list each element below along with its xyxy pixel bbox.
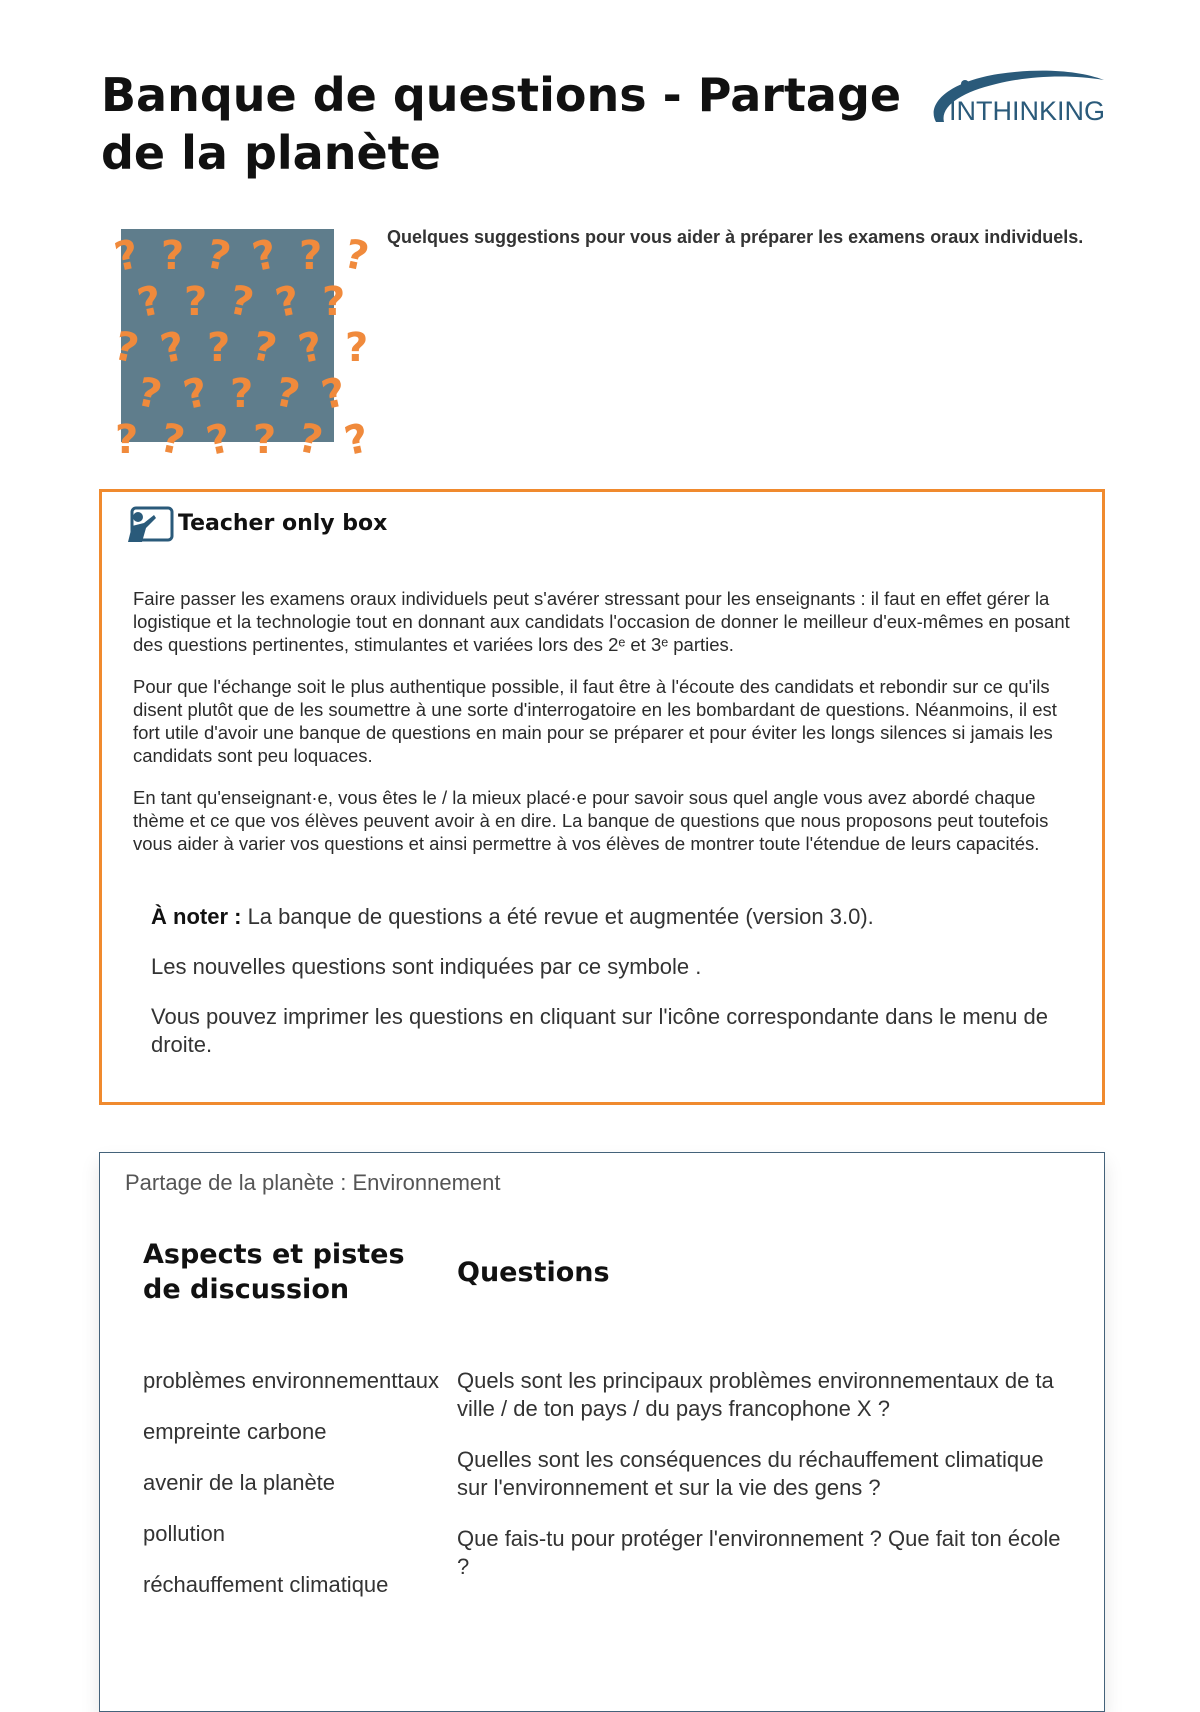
question-mark-icon: ? [156,414,189,465]
question-mark-icon: ? [317,369,350,419]
question-mark-icon: ? [184,279,208,325]
inthinking-logo[interactable] [918,64,1108,134]
teacher-paragraphs [133,587,1083,874]
question-mark-icon: ? [202,230,235,281]
print-instructions: Vous pouvez imprimer les questions en cliquant sur l'icône correspondante dans le menu de droite. [151,1004,1048,1057]
environment-card-title: Partage de la planète : Environnement [125,1170,501,1195]
question-mark-icon: ? [340,415,373,465]
list-item: pollution [143,1521,225,1546]
question-mark-icon: ? [225,276,258,327]
note-label: À noter : [151,904,242,929]
question-marks-pattern [110,229,373,465]
question-mark-icon: ? [133,368,166,419]
question-mark-icon: ? [322,279,346,325]
note-block [151,903,1091,1081]
teacher-paragraph: Pour que l'échange soit le plus authentique possible, il faut être à l'écoute des candidats et rebondir sur ce qu'ils disent plutôt que de les soumettre à une sorte d'interrogatoire en les bombardant de questions. Néanmoins, il est fort utile d'avoir une banque de questions en main pour se préparer et pour éviter les longs silences si jamais les candidats sont peu loquaces. [133,676,1057,766]
list-item: empreinte carbone [143,1419,327,1444]
list-item: Que fais-tu pour protéger l'environnement ? Que fait ton école ? [457,1526,1061,1579]
question-mark-icon: ? [156,323,189,373]
teacher-only-box [99,489,1105,1105]
page-title: Banque de questions - Partage de la planète [101,68,902,180]
logo-text: INTHINKING [949,96,1106,126]
teacher-paragraph: En tant qu'enseignant·e, vous êtes le / la mieux placé·e pour savoir sous quel angle vous avez abordé chaque thème et ce que vos élèves peuvent avoir à en dire. La banque de questions que nous proposons peut toutefois vous aider à varier vos questions et ainsi permettre à vos élèves de montrer toute l'étendue de leurs capacités. [133,787,1049,854]
note-line [151,903,1091,931]
question-mark-icon: ? [253,417,277,463]
list-item: avenir de la planète [143,1470,336,1495]
question-mark-icon: ? [110,231,143,281]
question-mark-icon: ? [248,322,281,373]
list-item: Quelles sont les conséquences du réchauffement climatique sur l'environnement et sur la vie des gens ? [457,1447,1044,1500]
list-item: réchauffement climatique [143,1572,389,1597]
intro-text: Quelques suggestions pour vous aider à préparer les examens oraux individuels. [387,227,1084,247]
question-mark-icon: ? [161,233,185,279]
question-mark-icon: ? [179,369,212,419]
question-marks-image [110,229,373,465]
question-mark-icon: ? [133,277,166,327]
new-symbol-line: Les nouvelles questions sont indiquées par ce symbole . [151,954,702,979]
question-mark-icon: ? [294,323,327,373]
questions-list [457,1367,1077,1604]
list-item: Quels sont les principaux problèmes environnementaux de ta ville / de ton pays / du pays francophone X ? [457,1368,1054,1421]
question-mark-icon: ? [115,417,139,463]
list-item: problèmes environnementtaux [143,1368,439,1393]
note-text: La banque de questions a été revue et augmentée (version 3.0). [241,904,874,929]
question-mark-icon: ? [345,325,369,371]
question-mark-icon: ? [248,231,281,281]
question-mark-icon: ? [340,230,373,281]
aspects-list [143,1367,443,1622]
environment-card [99,1152,1105,1712]
logo-swoosh-icon [918,64,1108,134]
teacher-paragraph: Faire passer les examens oraux individuels peut s'avérer stressant pour les enseignants : il faut en effet gérer la logistique et la technologie tout en donnant aux candidats l'occasion de donner le meilleur d'eux-mêmes en posant des questions pertinentes, stimulantes et variées lors des 2ᵉ et 3ᵉ parties. [133,588,1070,655]
question-mark-icon: ? [271,277,304,327]
question-mark-icon: ? [271,368,304,419]
question-mark-icon: ? [202,415,235,465]
question-mark-icon: ? [299,233,323,279]
teacher-board-icon [124,506,174,544]
question-mark-icon: ? [294,414,327,465]
question-mark-icon: ? [207,325,231,371]
question-mark-icon: ? [230,371,254,417]
column-header-questions: Questions [457,1257,610,1288]
column-header-aspects: Aspects et pistes de discussion [143,1239,405,1305]
question-mark-icon: ? [110,322,143,373]
teacher-box-title: Teacher only box [178,511,388,536]
